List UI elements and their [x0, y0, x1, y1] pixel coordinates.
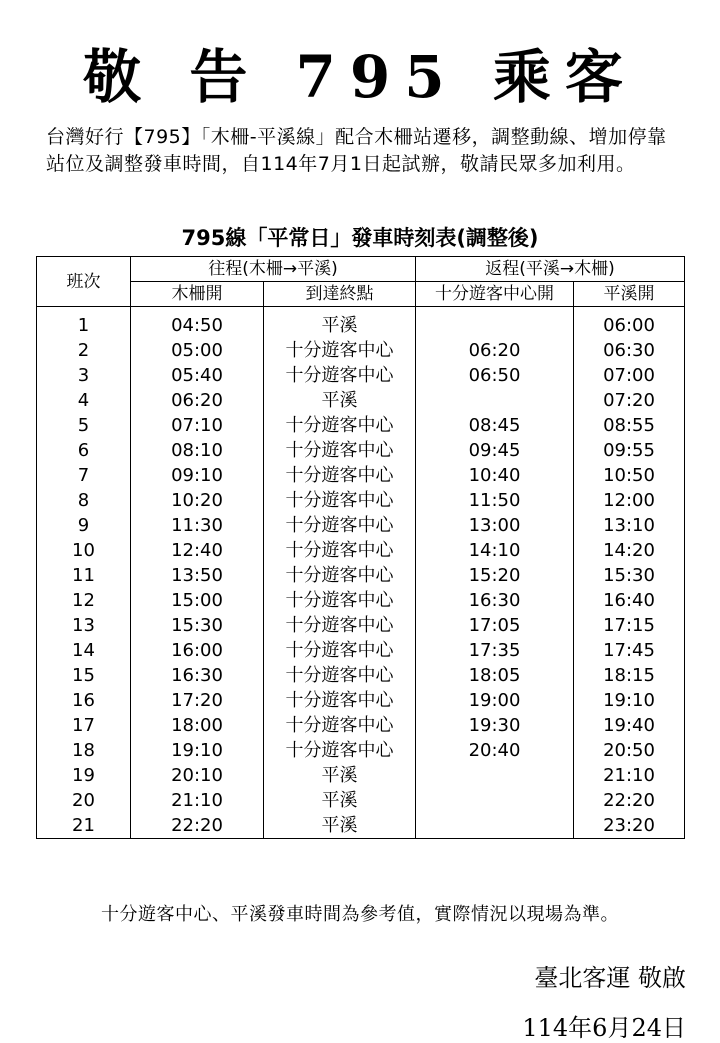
terminal-cell: 平溪	[264, 763, 416, 788]
table-row	[37, 388, 685, 413]
table-row	[37, 713, 685, 738]
table-row	[37, 538, 685, 563]
muzha-departure-cell: 04:50	[131, 313, 264, 338]
trip-number-cell: 20	[37, 788, 131, 813]
notice-title: 敬 告 795 乘客	[83, 43, 637, 111]
muzha-departure-cell: 15:00	[131, 588, 264, 613]
header-muzha-departure: 木柵開	[131, 282, 264, 307]
shifen-departure-cell	[416, 763, 574, 788]
intro-paragraph: 台灣好行【795】「木柵-平溪線」配合木柵站遷移，調整動線、增加停靠站位及調整發車時間，自114年7月1日起試辦，敬請民眾多加利用。	[46, 126, 667, 175]
muzha-departure-cell: 18:00	[131, 713, 264, 738]
table-row	[37, 813, 685, 839]
trip-number-cell: 10	[37, 538, 131, 563]
pingxi-departure-cell: 07:00	[574, 363, 685, 388]
muzha-departure-cell: 19:10	[131, 738, 264, 763]
table-row	[37, 313, 685, 338]
table-row	[37, 413, 685, 438]
table-row	[37, 588, 685, 613]
pingxi-departure-cell: 22:20	[574, 788, 685, 813]
trip-number-cell: 15	[37, 663, 131, 688]
terminal-cell: 十分遊客中心	[264, 563, 416, 588]
shifen-departure-cell: 09:45	[416, 438, 574, 463]
terminal-cell: 平溪	[264, 788, 416, 813]
table-row	[37, 338, 685, 363]
trip-number-cell: 21	[37, 813, 131, 839]
header-shifen-departure: 十分遊客中心開	[416, 282, 574, 307]
shifen-departure-cell: 14:10	[416, 538, 574, 563]
table-row	[37, 563, 685, 588]
table-row	[37, 663, 685, 688]
pingxi-departure-cell: 19:40	[574, 713, 685, 738]
pingxi-departure-cell: 06:30	[574, 338, 685, 363]
muzha-departure-cell: 16:30	[131, 663, 264, 688]
shifen-departure-cell	[416, 313, 574, 338]
table-row	[37, 688, 685, 713]
terminal-cell: 十分遊客中心	[264, 613, 416, 638]
table-row	[37, 363, 685, 388]
pingxi-departure-cell: 20:50	[574, 738, 685, 763]
muzha-departure-cell: 22:20	[131, 813, 264, 839]
pingxi-departure-cell: 07:20	[574, 388, 685, 413]
trip-number-cell: 19	[37, 763, 131, 788]
terminal-cell: 十分遊客中心	[264, 538, 416, 563]
trip-number-cell: 6	[37, 438, 131, 463]
reference-note: 十分遊客中心、平溪發車時間為參考值，實際情況以現場為準。	[101, 904, 619, 925]
terminal-cell: 十分遊客中心	[264, 588, 416, 613]
table-row	[37, 463, 685, 488]
terminal-cell: 十分遊客中心	[264, 438, 416, 463]
trip-number-cell: 14	[37, 638, 131, 663]
terminal-cell: 十分遊客中心	[264, 513, 416, 538]
signature: 臺北客運 敬啟	[534, 964, 686, 992]
muzha-departure-cell: 09:10	[131, 463, 264, 488]
shifen-departure-cell: 10:40	[416, 463, 574, 488]
shifen-departure-cell	[416, 813, 574, 839]
muzha-departure-cell: 21:10	[131, 788, 264, 813]
muzha-departure-cell: 16:00	[131, 638, 264, 663]
terminal-cell: 十分遊客中心	[264, 488, 416, 513]
pingxi-departure-cell: 21:10	[574, 763, 685, 788]
header-pingxi-departure: 平溪開	[574, 282, 685, 307]
terminal-cell: 十分遊客中心	[264, 738, 416, 763]
table-row	[37, 738, 685, 763]
timetable-body	[37, 307, 685, 839]
pingxi-departure-cell: 10:50	[574, 463, 685, 488]
trip-number-cell: 17	[37, 713, 131, 738]
shifen-departure-cell: 20:40	[416, 738, 574, 763]
pingxi-departure-cell: 19:10	[574, 688, 685, 713]
table-row	[37, 788, 685, 813]
shifen-departure-cell	[416, 388, 574, 413]
trip-number-cell: 4	[37, 388, 131, 413]
header-outbound: 往程(木柵→平溪)	[131, 257, 416, 282]
trip-number-cell: 2	[37, 338, 131, 363]
shifen-departure-cell: 15:20	[416, 563, 574, 588]
terminal-cell: 平溪	[264, 388, 416, 413]
trip-number-cell: 7	[37, 463, 131, 488]
terminal-cell: 十分遊客中心	[264, 413, 416, 438]
trip-number-cell: 9	[37, 513, 131, 538]
table-row	[37, 763, 685, 788]
trip-number-cell: 8	[37, 488, 131, 513]
pingxi-departure-cell: 08:55	[574, 413, 685, 438]
shifen-departure-cell: 17:35	[416, 638, 574, 663]
table-row	[37, 638, 685, 663]
terminal-cell: 十分遊客中心	[264, 713, 416, 738]
trip-number-cell: 18	[37, 738, 131, 763]
notice-date: 114年6月24日	[522, 1014, 686, 1042]
terminal-cell: 十分遊客中心	[264, 363, 416, 388]
pingxi-departure-cell: 14:20	[574, 538, 685, 563]
muzha-departure-cell: 20:10	[131, 763, 264, 788]
trip-number-cell: 1	[37, 313, 131, 338]
terminal-cell: 十分遊客中心	[264, 663, 416, 688]
shifen-departure-cell: 13:00	[416, 513, 574, 538]
terminal-cell: 十分遊客中心	[264, 688, 416, 713]
timetable-title: 795線「平常日」發車時刻表(調整後)	[181, 226, 539, 250]
pingxi-departure-cell: 06:00	[574, 313, 685, 338]
shifen-departure-cell: 11:50	[416, 488, 574, 513]
trip-number-cell: 16	[37, 688, 131, 713]
header-trip: 班次	[37, 257, 131, 307]
shifen-departure-cell: 17:05	[416, 613, 574, 638]
muzha-departure-cell: 17:20	[131, 688, 264, 713]
header-return: 返程(平溪→木柵)	[416, 257, 685, 282]
trip-number-cell: 13	[37, 613, 131, 638]
shifen-departure-cell	[416, 788, 574, 813]
pingxi-departure-cell: 12:00	[574, 488, 685, 513]
terminal-cell: 十分遊客中心	[264, 463, 416, 488]
shifen-departure-cell: 19:30	[416, 713, 574, 738]
trip-number-cell: 11	[37, 563, 131, 588]
muzha-departure-cell: 12:40	[131, 538, 264, 563]
header-terminal: 到達終點	[264, 282, 416, 307]
shifen-departure-cell: 06:20	[416, 338, 574, 363]
muzha-departure-cell: 13:50	[131, 563, 264, 588]
pingxi-departure-cell: 09:55	[574, 438, 685, 463]
table-row	[37, 613, 685, 638]
terminal-cell: 十分遊客中心	[264, 338, 416, 363]
muzha-departure-cell: 11:30	[131, 513, 264, 538]
table-row	[37, 513, 685, 538]
shifen-departure-cell: 19:00	[416, 688, 574, 713]
trip-number-cell: 12	[37, 588, 131, 613]
muzha-departure-cell: 08:10	[131, 438, 264, 463]
pingxi-departure-cell: 18:15	[574, 663, 685, 688]
pingxi-departure-cell: 17:45	[574, 638, 685, 663]
terminal-cell: 平溪	[264, 813, 416, 839]
pingxi-departure-cell: 13:10	[574, 513, 685, 538]
muzha-departure-cell: 15:30	[131, 613, 264, 638]
pingxi-departure-cell: 23:20	[574, 813, 685, 839]
trip-number-cell: 5	[37, 413, 131, 438]
muzha-departure-cell: 05:40	[131, 363, 264, 388]
trip-number-cell: 3	[37, 363, 131, 388]
terminal-cell: 平溪	[264, 313, 416, 338]
shifen-departure-cell: 06:50	[416, 363, 574, 388]
pingxi-departure-cell: 17:15	[574, 613, 685, 638]
muzha-departure-cell: 07:10	[131, 413, 264, 438]
shifen-departure-cell: 18:05	[416, 663, 574, 688]
muzha-departure-cell: 06:20	[131, 388, 264, 413]
table-row	[37, 488, 685, 513]
shifen-departure-cell: 16:30	[416, 588, 574, 613]
table-row	[37, 438, 685, 463]
terminal-cell: 十分遊客中心	[264, 638, 416, 663]
muzha-departure-cell: 10:20	[131, 488, 264, 513]
shifen-departure-cell: 08:45	[416, 413, 574, 438]
pingxi-departure-cell: 15:30	[574, 563, 685, 588]
pingxi-departure-cell: 16:40	[574, 588, 685, 613]
muzha-departure-cell: 05:00	[131, 338, 264, 363]
timetable	[36, 256, 685, 839]
